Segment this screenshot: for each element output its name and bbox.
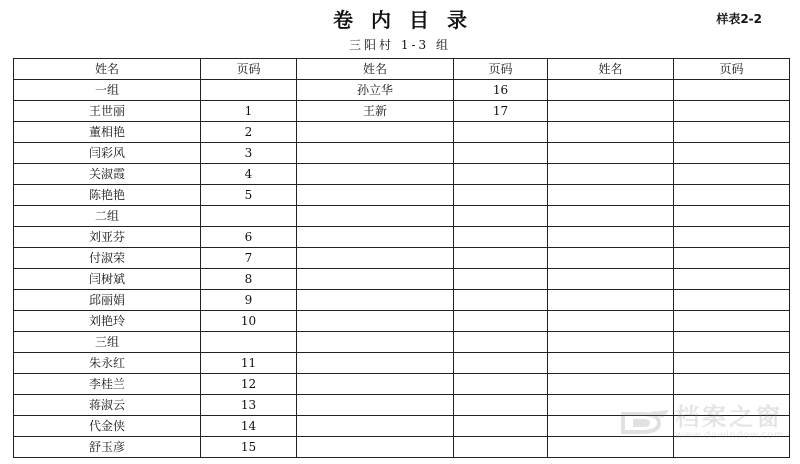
page-number-cell bbox=[674, 101, 790, 122]
page-number-cell: 5 bbox=[201, 185, 297, 206]
table-row bbox=[14, 248, 790, 269]
column-header-page: 页码 bbox=[454, 59, 548, 80]
column-header-name: 姓名 bbox=[548, 59, 674, 80]
name-cell bbox=[297, 311, 454, 332]
page-number-cell bbox=[674, 353, 790, 374]
name-cell bbox=[548, 353, 674, 374]
name-cell: 关淑霞 bbox=[14, 164, 201, 185]
name-cell: 闫彩风 bbox=[14, 143, 201, 164]
name-cell bbox=[297, 269, 454, 290]
page-number-cell: 3 bbox=[201, 143, 297, 164]
page-number-cell bbox=[454, 122, 548, 143]
name-cell bbox=[548, 395, 674, 416]
page-number-cell: 4 bbox=[201, 164, 297, 185]
page-number-cell: 2 bbox=[201, 122, 297, 143]
page-number-cell: 8 bbox=[201, 269, 297, 290]
page-number-cell bbox=[674, 269, 790, 290]
name-cell bbox=[297, 164, 454, 185]
page-number-cell bbox=[674, 416, 790, 437]
name-cell bbox=[548, 311, 674, 332]
name-cell: 董相艳 bbox=[14, 122, 201, 143]
page-number-cell: 12 bbox=[201, 374, 297, 395]
table-row bbox=[14, 101, 790, 122]
name-cell bbox=[548, 248, 674, 269]
page-number-cell bbox=[454, 332, 548, 353]
page-number-cell: 10 bbox=[201, 311, 297, 332]
table-row bbox=[14, 290, 790, 311]
column-header-page: 页码 bbox=[674, 59, 790, 80]
page-number-cell bbox=[454, 143, 548, 164]
name-cell bbox=[548, 269, 674, 290]
name-cell: 三组 bbox=[14, 332, 201, 353]
page-number-cell: 15 bbox=[201, 437, 297, 458]
name-cell bbox=[297, 290, 454, 311]
page-number-cell: 16 bbox=[454, 80, 548, 101]
sample-label: 样表2-2 bbox=[716, 12, 762, 26]
name-cell: 刘艳玲 bbox=[14, 311, 201, 332]
name-cell bbox=[548, 227, 674, 248]
page-number-cell: 6 bbox=[201, 227, 297, 248]
page-number-cell bbox=[674, 437, 790, 458]
name-cell bbox=[548, 332, 674, 353]
page-number-cell bbox=[454, 227, 548, 248]
table-row bbox=[14, 416, 790, 437]
column-header-name: 姓名 bbox=[14, 59, 201, 80]
name-cell: 舒玉彦 bbox=[14, 437, 201, 458]
table-row bbox=[14, 374, 790, 395]
name-cell: 陈艳艳 bbox=[14, 185, 201, 206]
catalog-table bbox=[13, 58, 790, 458]
name-cell: 闫树斌 bbox=[14, 269, 201, 290]
name-cell: 蒋淑云 bbox=[14, 395, 201, 416]
page-number-cell bbox=[454, 395, 548, 416]
page-number-cell: 17 bbox=[454, 101, 548, 122]
name-cell: 二组 bbox=[14, 206, 201, 227]
table-row bbox=[14, 311, 790, 332]
name-cell bbox=[548, 437, 674, 458]
page-number-cell: 13 bbox=[201, 395, 297, 416]
name-cell bbox=[548, 416, 674, 437]
name-cell bbox=[548, 290, 674, 311]
page-number-cell bbox=[674, 311, 790, 332]
page-subtitle: 三阳村 1-3 组 bbox=[349, 38, 451, 52]
name-cell bbox=[297, 122, 454, 143]
page-number-cell bbox=[454, 185, 548, 206]
page-number-cell bbox=[454, 164, 548, 185]
page-number-cell bbox=[674, 332, 790, 353]
page-number-cell bbox=[674, 206, 790, 227]
name-cell bbox=[297, 353, 454, 374]
name-cell: 李桂兰 bbox=[14, 374, 201, 395]
name-cell bbox=[297, 143, 454, 164]
page-number-cell bbox=[674, 395, 790, 416]
name-cell bbox=[297, 185, 454, 206]
page-number-cell bbox=[454, 416, 548, 437]
page-number-cell: 11 bbox=[201, 353, 297, 374]
page-number-cell bbox=[454, 248, 548, 269]
page-number-cell bbox=[201, 206, 297, 227]
page-number-cell bbox=[674, 374, 790, 395]
table-row bbox=[14, 353, 790, 374]
page-number-cell bbox=[674, 227, 790, 248]
name-cell bbox=[297, 206, 454, 227]
name-cell bbox=[548, 185, 674, 206]
name-cell bbox=[297, 248, 454, 269]
page-number-cell bbox=[454, 269, 548, 290]
table-row bbox=[14, 122, 790, 143]
name-cell bbox=[548, 122, 674, 143]
watermark-url-text: www.dawindow.com bbox=[675, 430, 784, 441]
page-number-cell: 14 bbox=[201, 416, 297, 437]
name-cell bbox=[548, 80, 674, 101]
table-row bbox=[14, 80, 790, 101]
name-cell bbox=[548, 101, 674, 122]
page-number-cell bbox=[674, 164, 790, 185]
name-cell: 刘亚芬 bbox=[14, 227, 201, 248]
page-number-cell: 9 bbox=[201, 290, 297, 311]
name-cell bbox=[297, 374, 454, 395]
table-row bbox=[14, 437, 790, 458]
table-row bbox=[14, 164, 790, 185]
table-row bbox=[14, 227, 790, 248]
page-number-cell bbox=[454, 374, 548, 395]
page-number-cell bbox=[454, 206, 548, 227]
page-number-cell bbox=[201, 80, 297, 101]
name-cell bbox=[297, 332, 454, 353]
name-cell: 孙立华 bbox=[297, 80, 454, 101]
page-number-cell bbox=[674, 290, 790, 311]
table-row bbox=[14, 185, 790, 206]
name-cell: 王新 bbox=[297, 101, 454, 122]
table-row bbox=[14, 206, 790, 227]
name-cell bbox=[297, 227, 454, 248]
page-number-cell bbox=[454, 437, 548, 458]
name-cell: 一组 bbox=[14, 80, 201, 101]
name-cell: 付淑荣 bbox=[14, 248, 201, 269]
table-body bbox=[14, 80, 790, 458]
name-cell bbox=[297, 416, 454, 437]
table-header-row bbox=[14, 59, 790, 80]
page-number-cell bbox=[454, 290, 548, 311]
page-title: 卷内目录 bbox=[333, 8, 485, 32]
table-row bbox=[14, 143, 790, 164]
name-cell bbox=[548, 143, 674, 164]
name-cell: 朱永红 bbox=[14, 353, 201, 374]
page-number-cell bbox=[674, 80, 790, 101]
page-number-cell bbox=[454, 353, 548, 374]
name-cell bbox=[548, 164, 674, 185]
page-number-cell bbox=[201, 332, 297, 353]
page-number-cell bbox=[674, 122, 790, 143]
page-number-cell bbox=[674, 143, 790, 164]
name-cell: 邱丽娟 bbox=[14, 290, 201, 311]
column-header-page: 页码 bbox=[201, 59, 297, 80]
page-number-cell bbox=[454, 311, 548, 332]
name-cell bbox=[548, 374, 674, 395]
watermark-chinese-text: 档案之窗 bbox=[675, 403, 784, 431]
table-row bbox=[14, 269, 790, 290]
column-header-name: 姓名 bbox=[297, 59, 454, 80]
page-number-cell bbox=[674, 185, 790, 206]
page-number-cell bbox=[674, 248, 790, 269]
page-number-cell: 1 bbox=[201, 101, 297, 122]
name-cell bbox=[297, 437, 454, 458]
name-cell bbox=[297, 395, 454, 416]
name-cell: 王世丽 bbox=[14, 101, 201, 122]
table-row bbox=[14, 332, 790, 353]
name-cell bbox=[548, 206, 674, 227]
name-cell: 代金侠 bbox=[14, 416, 201, 437]
table-row bbox=[14, 395, 790, 416]
page-number-cell: 7 bbox=[201, 248, 297, 269]
